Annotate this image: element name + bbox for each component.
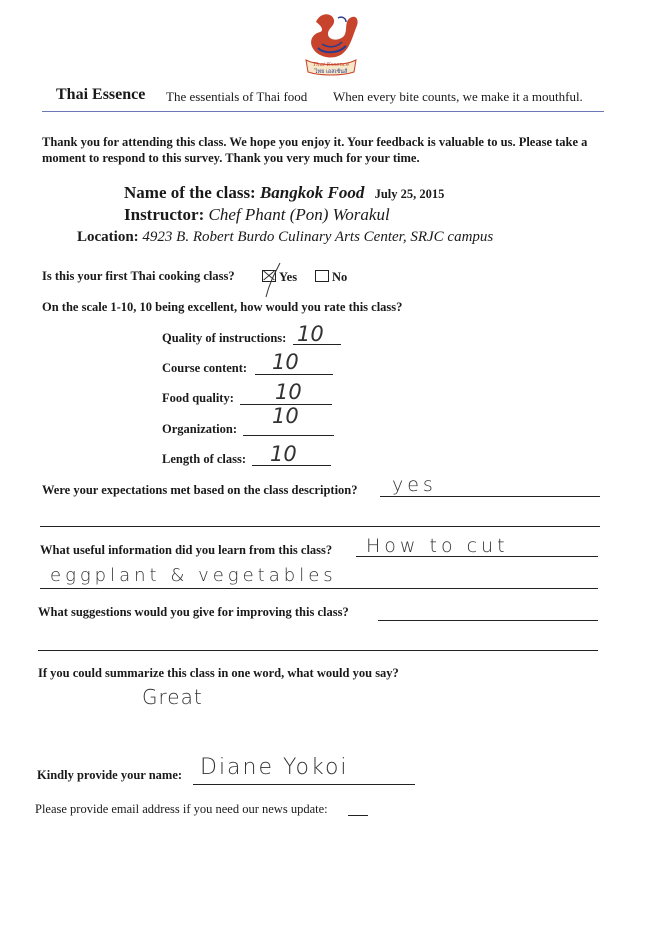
- name-question: Kindly provide your name:: [37, 768, 183, 782]
- rating-label-food: Food quality:: [162, 391, 234, 405]
- logo-text-top: Thai Essence: [312, 62, 350, 68]
- logo-text-bottom: ไทย เอสเซ้นส์: [314, 69, 348, 75]
- email-answer-line[interactable]: [348, 815, 368, 816]
- email-question: Please provide email address if you need our news update:: [35, 802, 328, 816]
- thai-essence-swan-logo: [298, 8, 364, 78]
- rating-label-content: Course content:: [162, 361, 248, 375]
- one-word-question: If you could summarize this class in one word, what would you say?: [38, 666, 399, 680]
- location-value: 4923 B. Robert Burdo Culinary Arts Center, SRJC campus: [142, 229, 494, 245]
- first-class-no-option[interactable]: [315, 269, 347, 285]
- rating-line-content[interactable]: [255, 374, 333, 375]
- expectations-question: Were your expectations met based on the class description?: [42, 483, 358, 497]
- header-divider: [42, 111, 604, 112]
- class-name-row: [124, 183, 444, 203]
- name-answer: Diane Yokoi: [200, 755, 349, 780]
- no-checkbox[interactable]: [315, 270, 329, 282]
- expectations-answer: yes: [392, 474, 437, 496]
- rating-value-organization: 10: [272, 404, 299, 428]
- yes-label: Yes: [279, 270, 298, 284]
- rating-label-quality: Quality of instructions:: [162, 331, 287, 345]
- rating-value-content: 10: [272, 350, 299, 374]
- suggestions-answer-line[interactable]: [378, 620, 598, 621]
- yes-check-mark: [262, 261, 282, 299]
- class-name-label: Name of the class:: [124, 183, 256, 202]
- first-class-question: Is this your first Thai cooking class?: [42, 269, 235, 283]
- rating-label-organization: Organization:: [162, 422, 237, 436]
- expectations-extra-line[interactable]: [40, 526, 600, 527]
- tagline-essentials: The essentials of Thai food: [166, 89, 308, 104]
- instructor-label: Instructor:: [124, 205, 205, 224]
- class-name-value: Bangkok Food: [259, 183, 365, 202]
- rating-line-organization[interactable]: [243, 435, 334, 436]
- class-date: July 25, 2015: [374, 187, 445, 201]
- name-answer-line[interactable]: [193, 784, 415, 785]
- rating-value-length: 10: [270, 442, 297, 466]
- suggestions-question: What suggestions would you give for improving this class?: [38, 605, 349, 619]
- instructor-row: [124, 205, 390, 225]
- useful-info-answer-2: eggplant & vegetables: [50, 565, 337, 586]
- useful-info-answer-1: How to cut: [366, 535, 509, 557]
- intro-paragraph: Thank you for attending this class. We hope you enjoy it. Your feedback is valuable to us. Please take a moment to respond to this survey. Thank you very much for your time.: [42, 135, 588, 165]
- rating-label-length: Length of class:: [162, 452, 247, 466]
- location-label: Location:: [77, 229, 139, 245]
- brand-name: Thai Essence: [56, 86, 146, 103]
- no-label: No: [332, 270, 348, 284]
- one-word-answer: Great: [142, 685, 203, 709]
- useful-info-line-2[interactable]: [40, 588, 598, 589]
- rating-value-food: 10: [275, 380, 302, 404]
- rating-value-quality: 10: [297, 322, 324, 346]
- useful-info-question: What useful information did you learn from this class?: [40, 543, 333, 557]
- tagline-every-bite: When every bite counts, we make it a mouthful.: [333, 89, 583, 104]
- instructor-value: Chef Phant (Pon) Worakul: [208, 205, 390, 224]
- suggestions-extra-line[interactable]: [38, 650, 598, 651]
- scale-question: On the scale 1-10, 10 being excellent, how would you rate this class?: [42, 300, 403, 314]
- location-row: [77, 229, 493, 246]
- expectations-answer-line[interactable]: [380, 496, 600, 497]
